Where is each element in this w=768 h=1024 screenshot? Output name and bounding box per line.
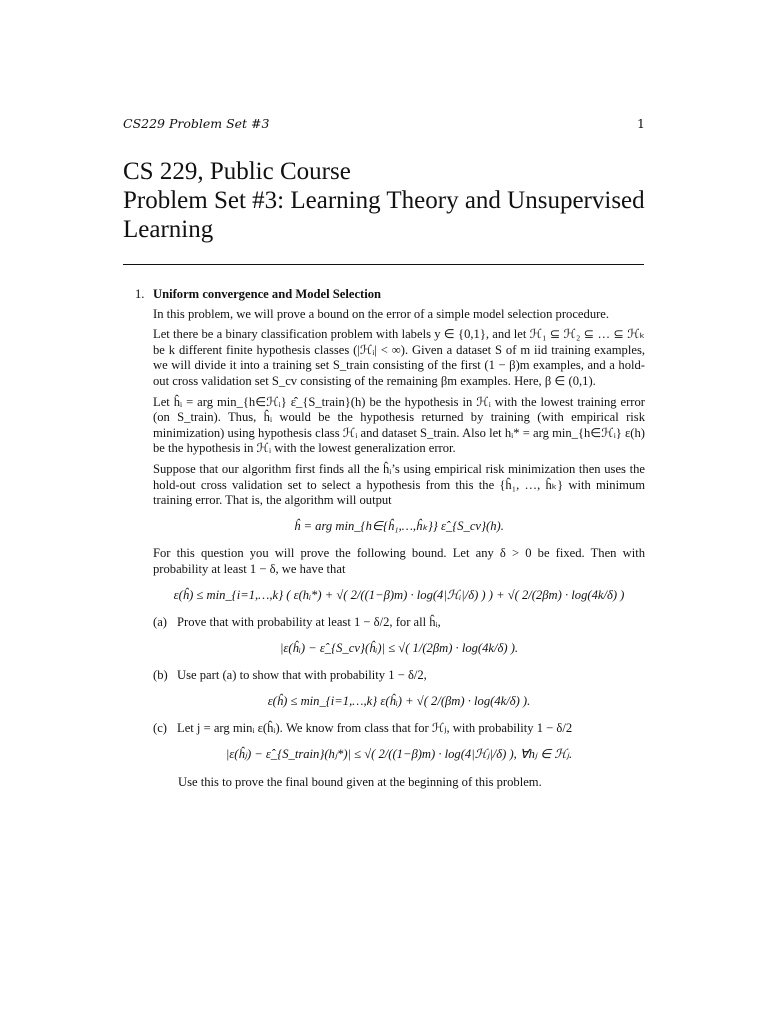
paragraph-final: Use this to prove the final bound given at the beginning of this problem. [178,774,542,789]
title-rule [123,264,644,265]
document-title [123,157,653,244]
part-b [153,668,645,709]
part-a-text: Prove that with probability at least 1 − δ/2, for all ĥᵢ, [177,615,441,630]
part-b-label: (b) [153,668,168,683]
problem-heading [135,287,645,303]
part-c-text: Let j = arg minᵢ ε(ĥᵢ). We know from class that for ℋⱼ, with probability 1 − δ/2 [177,721,573,736]
paragraph-setup: Let there be a binary classification problem with labels y ∈ {0,1}, and let ℋ₁ ⊆ ℋ₂ ⊆ … ⊆ ℋₖ be k different finite hypothesis classes (|ℋᵢ| < ∞). Given a dataset S of m iid training examples, we will divide it into a training set S_train consisting of the first (1 − β)m examples, and a hold-out cross validation set S_cv consisting of the remaining βm examples. Here, β ∈ (0,1). [153,327,645,388]
part-a-label: (a) [153,615,167,630]
part-b-text: Use part (a) to show that with probability 1 − δ/2, [177,668,427,683]
page-number: 1 [637,116,645,131]
paragraph-intro: In this problem, we will prove a bound on the error of a simple model selection procedure. [153,306,610,321]
paragraph-definitions: Let ĥᵢ = arg min_{h∈ℋᵢ} ε̂_{S_train}(h) be the hypothesis in ℋᵢ with the lowest training error (on S_train). Thus, ĥᵢ would be the hypothesis returned by training (with empirical risk minimization) using hypothesis class ℋᵢ and dataset S_train. Also let hᵢ* = arg min_{h∈ℋᵢ} ε(h) be the hypothesis in ℋᵢ with the lowest generalization error. [153,394,645,456]
part-a-equation: |ε(ĥᵢ) − ε̂_{S_cv}(ĥᵢ)| ≤ √( 1/(2βm) · log(4k/δ) ). [279,640,519,655]
running-header [123,116,645,131]
paragraph-bound-intro: For this question you will prove the following bound. Let any δ > 0 be fixed. Then with probability at least 1 − δ, we have that [153,546,645,576]
equation-selection: ĥ = arg min_{h∈{ĥ₁,…,ĥₖ}} ε̂_{S_cv}(h). [294,518,504,533]
problem-body [153,307,645,791]
part-c [153,721,645,762]
running-title: CS229 Problem Set #3 [123,116,270,131]
part-c-equation: |ε(ĥⱼ) − ε̂_{S_train}(hⱼ*)| ≤ √( 2/((1−β)m) · log(4|ℋⱼ|/δ) ), ∀hⱼ ∈ ℋⱼ. [225,747,573,762]
problem-heading-text: Uniform convergence and Model Selection [153,287,382,301]
part-c-label: (c) [153,721,167,736]
part-b-equation: ε(ĥ) ≤ min_{i=1,…,k} ε(ĥᵢ) + √( 2/(βm) · log(4k/δ) ). [267,693,531,708]
equation-main-bound: ε(ĥ) ≤ min_{i=1,…,k} ( ε(hᵢ*) + √( 2/((1−β)m) · log(4|ℋᵢ|/δ) ) ) + √( 2/(2βm) · log(4k/δ) ) [173,587,625,602]
problem-1 [135,287,645,790]
paragraph-algorithm: Suppose that our algorithm first finds all the ĥᵢ’s using empirical risk minimization then uses the hold-out cross validation set to select a hypothesis from this the {ĥ₁, …, ĥₖ} with minimum training error. That is, the algorithm will output [153,461,645,508]
problem-number: 1. [135,287,145,301]
title-line-2: Problem Set #3: Learning Theory and Unsupervised Learning [123,187,645,243]
title-line-1: CS 229, Public Course [123,158,351,185]
part-a [153,615,645,656]
